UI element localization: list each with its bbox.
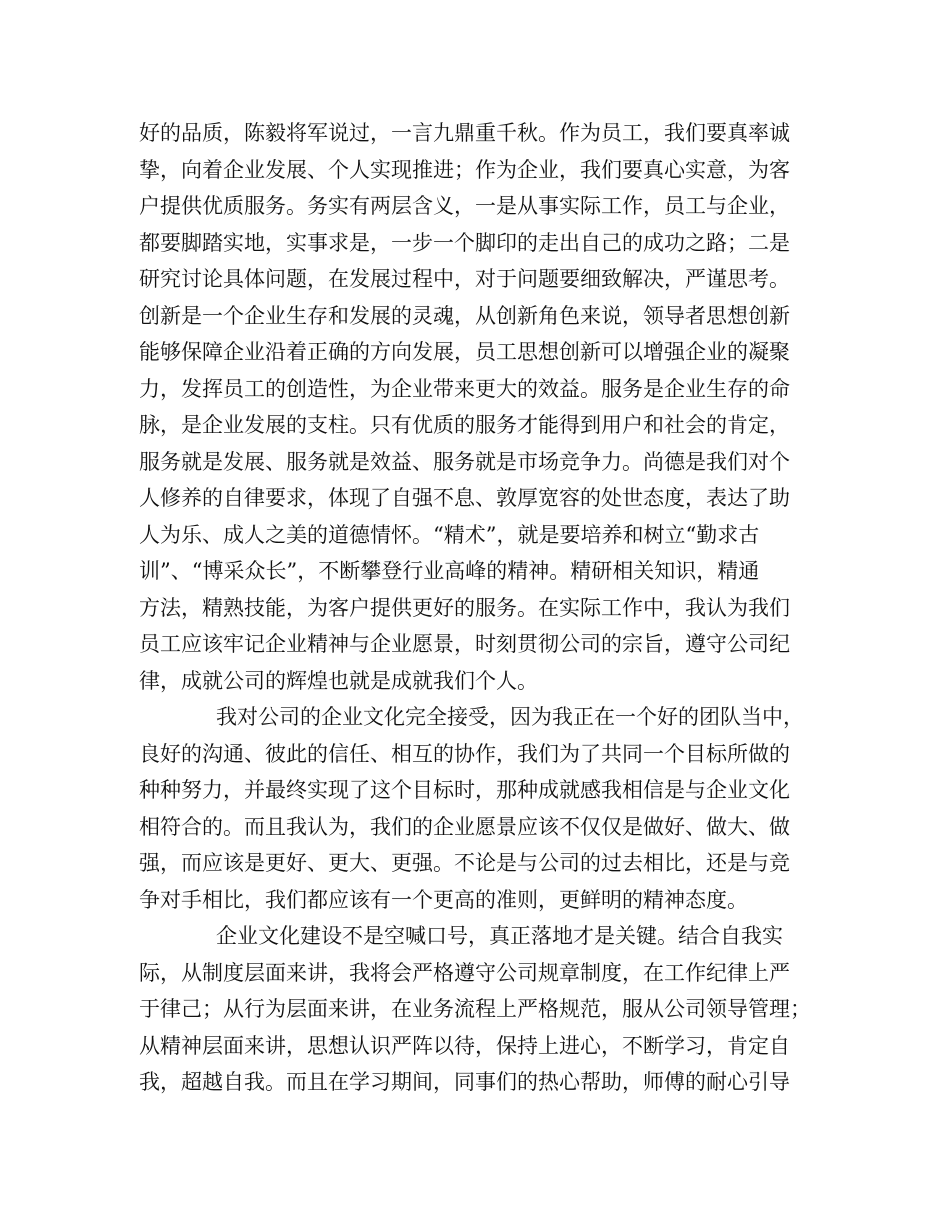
text-line: 力，发挥员工的创造性，为企业带来更大的效益。服务是企业生存的命 [139, 376, 790, 401]
text-line: 强，而应该是更好、更大、更强。不论是与公司的过去相比，还是与竞 [139, 851, 790, 875]
text-line: 种种努力，并最终实现了这个目标时，那种成就感我相信是与企业文化 [139, 778, 790, 802]
text-line: 相符合的。而且我认为，我们的企业愿景应该不仅仅是做好、做大、做 [139, 814, 790, 839]
text-line: 争对手相比，我们都应该有一个更高的准则，更鲜明的精神态度。 [139, 887, 748, 912]
text-line: 户提供优质服务。务实有两层含义，一是从事实际工作，员工与企业， [139, 194, 790, 218]
text-line: 从精神层面来讲，思想认识严阵以待，保持上进心，不断学习，肯定自 [139, 1033, 790, 1058]
text-line: 方法，精熟技能，为客户提供更好的服务。在实际工作中，我认为我们 [139, 595, 790, 620]
text-line: 于律己；从行为层面来讲，在业务流程上严格规范，服从公司领导管理； [139, 997, 811, 1021]
text-line: 员工应该牢记企业精神与企业愿景，时刻贯彻公司的宗旨，遵守公司纪 [139, 632, 790, 656]
paragraph-1 [139, 115, 829, 699]
text-line: 挚，向着企业发展、个人实现推进；作为企业，我们要真心实意，为客 [139, 157, 790, 182]
text-line: 创新是一个企业生存和发展的灵魂，从创新角色来说，领导者思想创新 [139, 303, 790, 328]
text-line: 脉，是企业发展的支柱。只有优质的服务才能得到用户和社会的肯定， [139, 413, 790, 437]
document-body [139, 115, 829, 1101]
text-line: 服务就是发展、服务就是效益、服务就是市场竞争力。尚德是我们对个 [139, 449, 790, 474]
text-line: 好的品质，陈毅将军说过，一言九鼎重千秋。作为员工，我们要真率诚 [139, 121, 790, 145]
text-line: 律，成就公司的辉煌也就是成就我们个人。 [139, 668, 538, 693]
paragraph-2 [139, 699, 829, 918]
text-line-indented: 企业文化建设不是空喊口号，真正落地才是关键。结合自我实 [216, 924, 783, 948]
text-line: 良好的沟通、彼此的信任、相互的协作，我们为了共同一个目标所做的 [139, 741, 790, 766]
text-line: 能够保障企业沿着正确的方向发展，员工思想创新可以增强企业的凝聚 [139, 340, 790, 364]
text-line: 我，超越自我。而且在学习期间，同事们的热心帮助，师傅的耐心引导 [139, 1070, 790, 1094]
text-line: 训”、“博采众长”，不断攀登行业高峰的精神。精研相关知识，精通 [139, 559, 760, 583]
paragraph-3 [139, 918, 829, 1101]
text-line: 都要脚踏实地，实事求是，一步一个脚印的走出自己的成功之路；二是 [139, 230, 790, 255]
text-line: 际，从制度层面来讲，我将会严格遵守公司规章制度，在工作纪律上严 [139, 960, 790, 985]
text-line-indented: 我对公司的企业文化完全接受，因为我正在一个好的团队当中， [216, 705, 804, 729]
text-line: 人为乐、成人之美的道德情怀。“精术”，就是要培养和树立“勤求古 [139, 522, 760, 547]
text-line: 人修养的自律要求，体现了自强不息、敦厚宽容的处世态度，表达了助 [139, 486, 790, 510]
text-line: 研究讨论具体问题，在发展过程中，对于问题要细致解决，严谨思考。 [139, 267, 790, 291]
